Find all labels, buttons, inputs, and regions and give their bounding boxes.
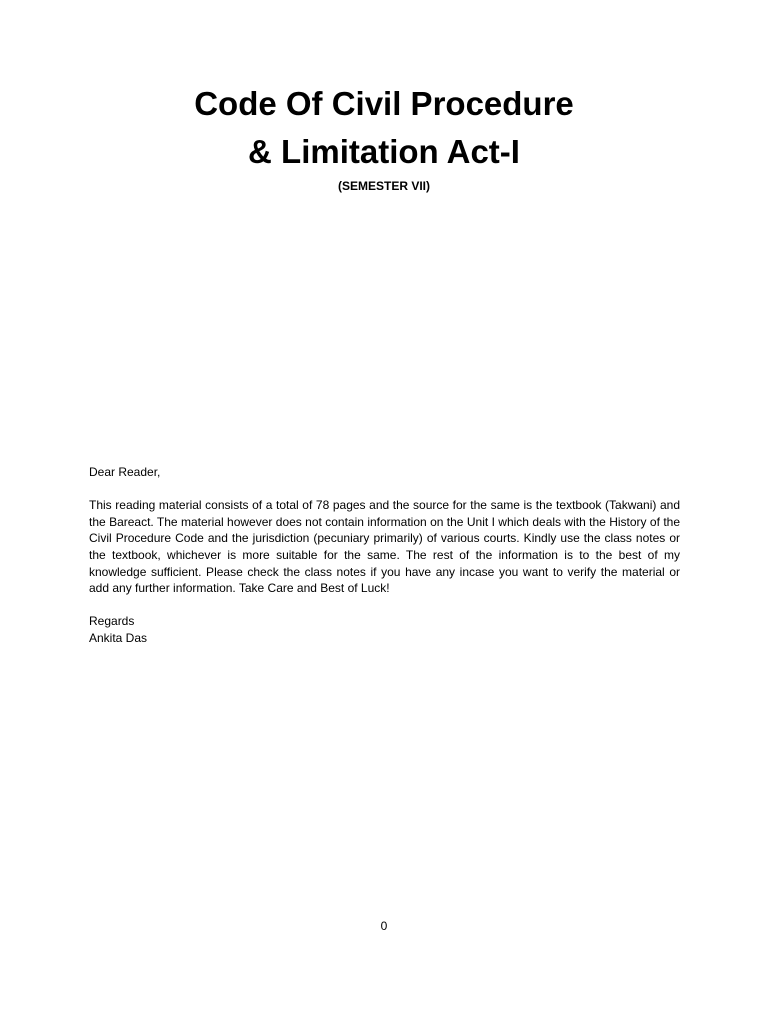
semester-subtitle: (SEMESTER VII) — [337, 179, 430, 193]
letter-salutation: Dear Reader, — [89, 465, 161, 479]
letter-body: This reading material consists of a total of 78 pages and the source for the same is the textbook (Takwani) and the Bareact. The material however does not contain information on the Unit I which deals with the History of the Civil Procedure Code and the jurisdiction (pecuniary primarily) of various courts. Kindly use the class notes or the textbook, whichever is more suitable for the same. The rest of the information is to the best of my knowledge sufficient. Please check the class notes if you have any incase you want to verify the material or add any further information. Take Care and Best of Luck! — [89, 498, 680, 596]
reader-letter — [89, 464, 680, 647]
page-number: 0 — [380, 919, 388, 933]
letter-signature: Ankita Das — [89, 630, 148, 645]
letter-closing: Regards — [89, 614, 135, 629]
document-title-line2: & Limitation Act-I — [248, 133, 520, 170]
document-title-line1: Code Of Civil Procedure — [194, 85, 574, 122]
